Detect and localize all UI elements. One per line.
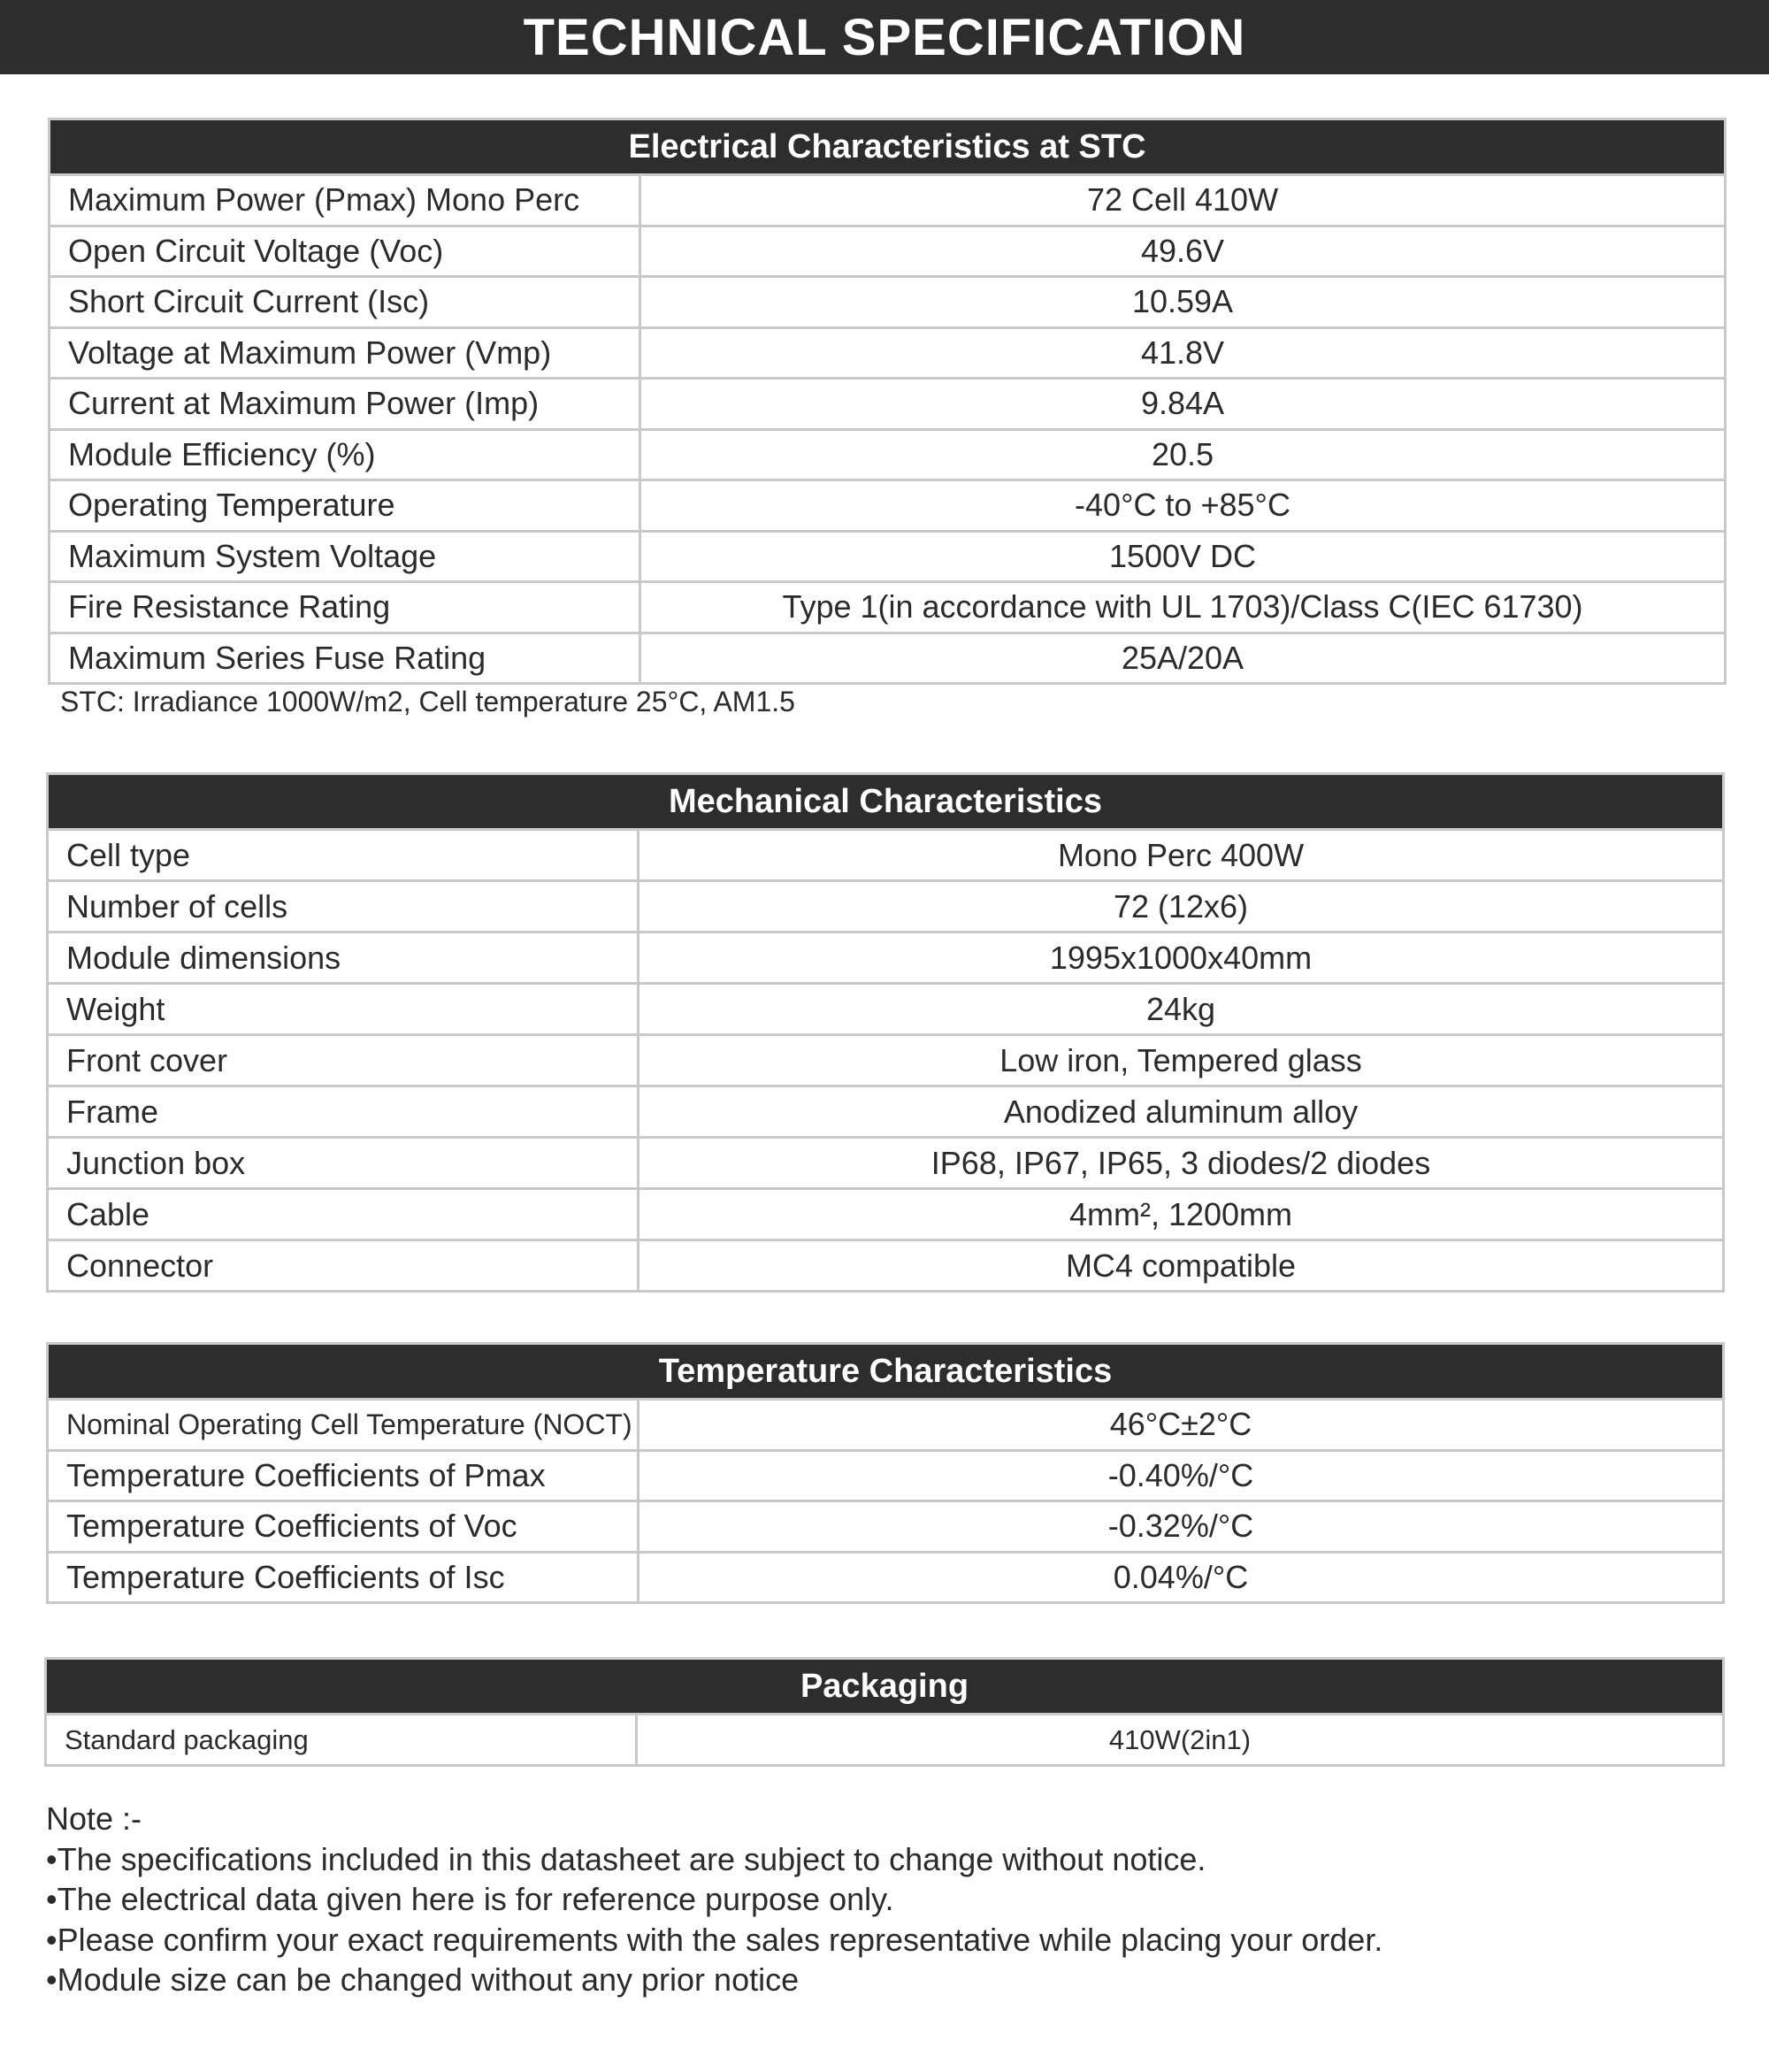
row-label: Connector [49,1241,639,1290]
notes-section [46,1799,1382,2000]
row-value: Anodized aluminum alloy [1003,1093,1359,1130]
row-label: Junction box [49,1139,639,1187]
row-label: Operating Temperature [50,481,641,530]
table-row [49,982,1722,1033]
row-label: Nominal Operating Cell Temperature (NOCT) [49,1401,639,1449]
row-value: -0.40%/°C [1107,1456,1254,1493]
table-row [49,1500,1722,1551]
table-row [49,1136,1722,1187]
row-value: 49.6V [1140,232,1225,269]
row-label: Frame [49,1087,639,1136]
note-item: •The specifications included in this datasheet are subject to change without notice. [46,1840,1206,1877]
row-value: Type 1(in accordance with UL 1703)/Class C(IEC 61730) [782,588,1583,625]
table-header: Mechanical Characteristics [49,775,1722,828]
table-row [50,377,1724,428]
table-row [49,1398,1722,1449]
table-row [49,1551,1722,1602]
row-value: 72 Cell 410W [1086,181,1279,219]
packaging-table [44,1657,1725,1767]
row-label: Voltage at Maximum Power (Vmp) [50,329,641,378]
row-label: Number of cells [49,882,639,931]
table-row [49,931,1722,982]
table-row [49,1033,1722,1085]
electrical-characteristics-table [48,118,1727,685]
table-header: Temperature Characteristics [49,1345,1722,1398]
table-header: Electrical Characteristics at STC [50,120,1724,173]
row-value: 410W(2in1) [1108,1723,1252,1755]
table-row [50,173,1724,225]
table-row [50,326,1724,378]
row-label: Module Efficiency (%) [50,431,641,480]
row-value: IP68, IP67, IP65, 3 diodes/2 diodes [930,1144,1431,1181]
row-label: Weight [49,985,639,1033]
mechanical-characteristics-table [46,772,1725,1293]
note-item: •The electrical data given here is for reference purpose only. [46,1881,894,1917]
row-label: Cable [49,1190,639,1239]
table-row [50,225,1724,276]
row-label: Standard packaging [47,1715,638,1764]
row-value: 72 (12x6) [1113,887,1249,925]
notes-heading: Note :- [46,1800,142,1837]
row-label: Front cover [49,1036,639,1085]
table-row [50,632,1724,683]
table-row [49,879,1722,931]
row-value: 10.59A [1131,283,1234,320]
row-value: 20.5 [1151,435,1214,472]
stc-note: STC: Irradiance 1000W/m2, Cell temperature 25°C, AM1.5 [60,686,795,718]
row-label: Temperature Coefficients of Voc [49,1502,639,1551]
row-value: 25A/20A [1121,639,1244,676]
row-value: 9.84A [1140,385,1225,422]
note-item: •Please confirm your exact requirements with the sales representative while placing your order. [46,1921,1383,1958]
row-value: 24kg [1145,990,1216,1027]
row-value: -0.32%/°C [1107,1508,1254,1545]
row-value: 4mm², 1200mm [1068,1195,1293,1232]
row-value: MC4 compatible [1065,1247,1297,1284]
table-row [49,1085,1722,1136]
row-label: Open Circuit Voltage (Voc) [50,227,641,276]
table-row [50,530,1724,581]
row-value: -40°C to +85°C [1075,487,1290,524]
row-label: Module dimensions [49,933,639,982]
row-value: 1995x1000x40mm [1049,939,1313,976]
table-row [50,428,1724,480]
temperature-characteristics-table [46,1342,1725,1604]
table-row [49,1187,1722,1239]
table-row [49,1449,1722,1500]
row-label: Maximum Series Fuse Rating [50,634,641,683]
row-label: Current at Maximum Power (Imp) [50,380,641,428]
row-label: Temperature Coefficients of Pmax [49,1452,639,1500]
row-label: Cell type [49,831,639,879]
table-row [49,828,1722,879]
row-label: Temperature Coefficients of Isc [49,1554,639,1602]
row-value: 1500V DC [1108,537,1257,574]
row-value: Mono Perc 400W [1057,836,1305,873]
table-row [50,479,1724,530]
row-value: 41.8V [1140,334,1225,371]
row-label: Maximum System Voltage [50,533,641,581]
note-item: •Module size can be changed without any prior notice [46,1961,800,1998]
page-header [0,0,1769,74]
row-value: 46°C±2°C [1109,1406,1252,1443]
row-value: 0.04%/°C [1113,1558,1249,1595]
row-value: Low iron, Tempered glass [999,1041,1362,1078]
table-row [47,1713,1722,1764]
table-row [50,580,1724,632]
table-row [49,1239,1722,1290]
row-label: Short Circuit Current (Isc) [50,278,641,326]
row-label: Fire Resistance Rating [50,583,641,632]
table-header: Packaging [47,1660,1722,1713]
row-label: Maximum Power (Pmax) Mono Perc [50,176,641,225]
page-title: TECHNICAL SPECIFICATION [523,8,1246,66]
table-row [50,275,1724,326]
